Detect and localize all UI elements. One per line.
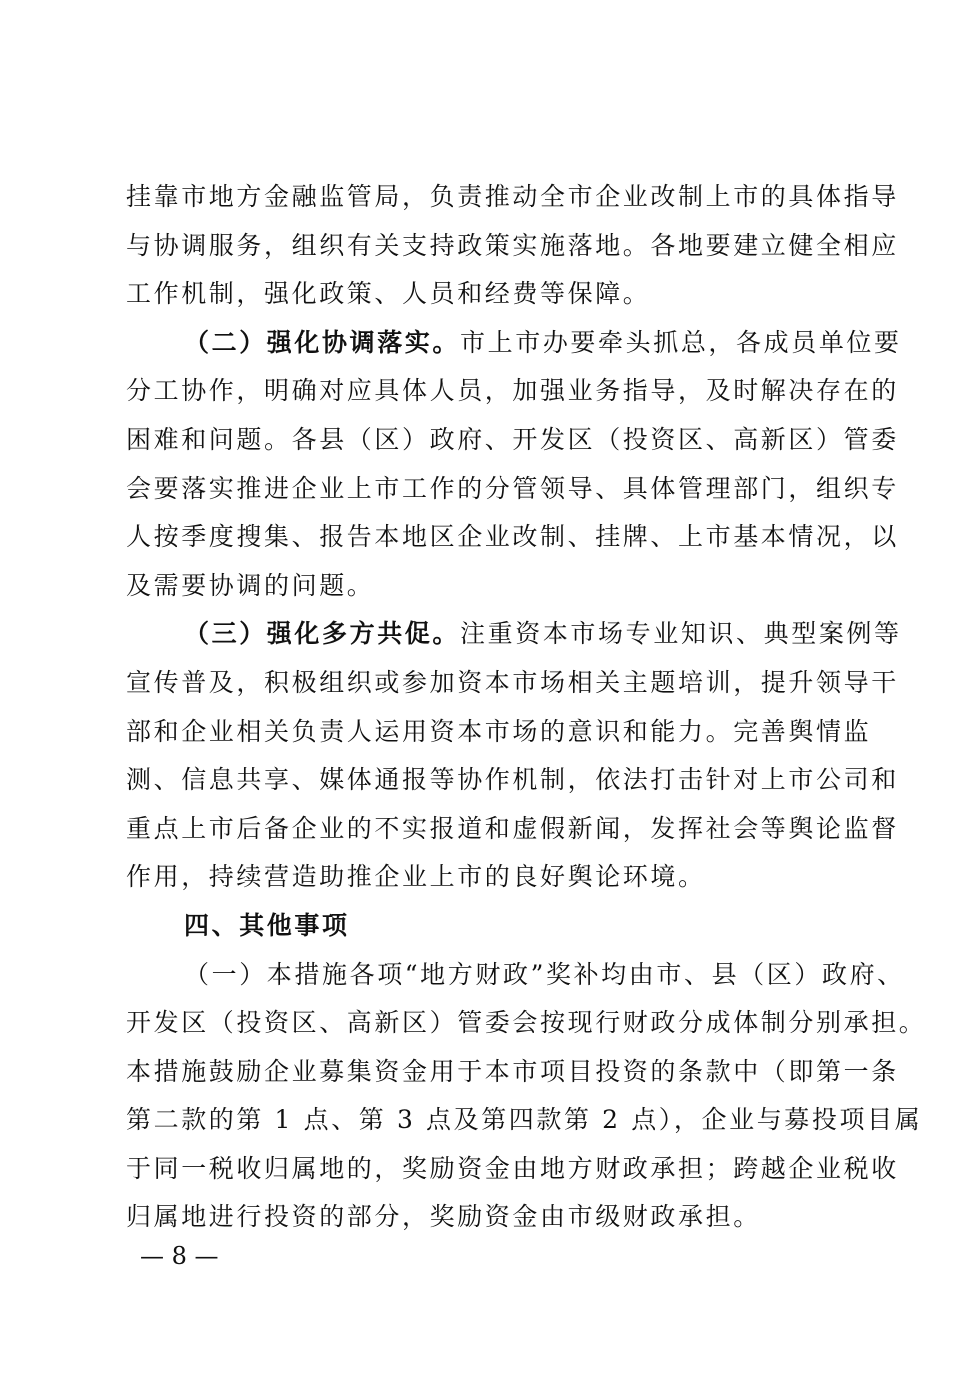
text-line bbox=[126, 367, 899, 416]
text-line-content: 及需要协调的问题。 bbox=[126, 570, 375, 600]
text-line bbox=[126, 270, 854, 319]
text-line-content: 测、信息共享、媒体通报等协作机制，依法打击针对上市公司和 bbox=[126, 765, 899, 795]
section-heading-other-matters: 四、其他事项 bbox=[184, 910, 350, 940]
text-line-content: 人按季度搜集、报告本地区企业改制、挂牌、上市基本情况，以 bbox=[126, 522, 899, 552]
text-line-content: 于同一税收归属地的，奖励资金由地方财政承担；跨越企业税收 bbox=[126, 1153, 899, 1183]
text-line bbox=[126, 222, 899, 271]
text-line-content: 宣传普及，积极组织或参加资本市场相关主题培训，提升领导干 bbox=[126, 667, 899, 697]
text-line-content: 归属地进行投资的部分，奖励资金由市级财政承担。 bbox=[126, 1202, 761, 1232]
text-line-content: 第二款的第 1 点、第 3 点及第四款第 2 点），企业与募投项目属 bbox=[126, 1105, 923, 1135]
text-line bbox=[126, 513, 899, 562]
text-line bbox=[126, 1096, 923, 1145]
text-line-content: 重点上市后备企业的不实报道和虚假新闻，发挥社会等舆论监督 bbox=[126, 813, 899, 843]
text-line bbox=[126, 173, 899, 222]
text-line bbox=[126, 853, 854, 902]
text-line bbox=[126, 1193, 854, 1242]
text-line-content: 开发区（投资区、高新区）管委会按现行财政分成体制分别承担。 bbox=[126, 1008, 927, 1038]
text-line-content: 困难和问题。各县（区）政府、开发区（投资区、高新区）管委 bbox=[126, 424, 899, 454]
text-line-content: 本措施鼓励企业募集资金用于本市项目投资的条款中（即第一条 bbox=[126, 1056, 899, 1086]
page-number: — 8 — bbox=[140, 1242, 219, 1270]
text-line-content: 会要落实推进企业上市工作的分管领导、具体管理部门，组织专 bbox=[126, 473, 899, 503]
text-line-content: 注重资本市场专业知识、典型案例等 bbox=[460, 619, 902, 649]
text-line bbox=[126, 1145, 899, 1194]
text-line-content: 作用，持续营造助推企业上市的良好舆论环境。 bbox=[126, 862, 706, 892]
text-line bbox=[126, 805, 899, 854]
body-text bbox=[126, 173, 927, 1242]
text-line-content: 市上市办要牵头抓总，各成员单位要 bbox=[460, 327, 902, 357]
text-line-content: 工作机制，强化政策、人员和经费等保障。 bbox=[126, 279, 651, 309]
text-line bbox=[126, 999, 927, 1048]
text-line bbox=[126, 659, 899, 708]
paragraph-4-1-start bbox=[126, 951, 905, 1000]
paragraph-3-start bbox=[126, 610, 902, 659]
section-heading-strengthen-coordination: （二）强化协调落实。 bbox=[184, 327, 461, 357]
text-line bbox=[126, 416, 899, 465]
text-line bbox=[126, 756, 899, 805]
section-four-heading-line bbox=[126, 902, 854, 951]
text-line-content: 挂靠市地方金融监管局，负责推动全市企业改制上市的具体指导 bbox=[126, 182, 899, 211]
text-line bbox=[126, 465, 899, 514]
text-line-content: 与协调服务，组织有关支持政策实施落地。各地要建立健全相应 bbox=[126, 230, 899, 260]
paragraph-2-start bbox=[126, 319, 902, 368]
text-line-content: 部和企业相关负责人运用资本市场的意识和能力。完善舆情监 bbox=[126, 716, 872, 746]
text-line-content: （一）本措施各项“地方财政”奖补均由市、县（区）政府、 bbox=[184, 959, 905, 989]
text-line bbox=[126, 562, 854, 611]
text-line bbox=[126, 708, 872, 757]
section-heading-multi-party: （三）强化多方共促。 bbox=[184, 619, 461, 649]
text-line-content: 分工协作，明确对应具体人员，加强业务指导，及时解决存在的 bbox=[126, 376, 899, 406]
text-line bbox=[126, 1048, 899, 1097]
